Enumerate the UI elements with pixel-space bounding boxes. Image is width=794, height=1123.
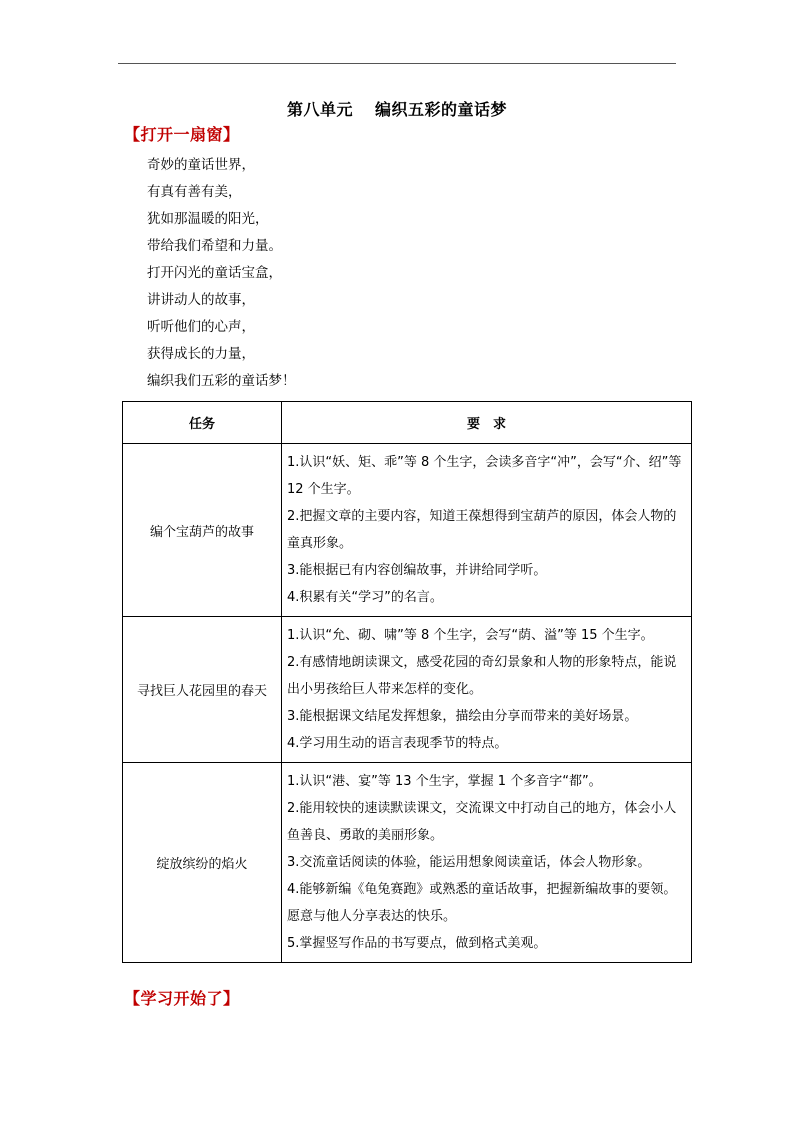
header-rule <box>118 63 676 64</box>
table-row <box>123 617 692 763</box>
table-header-row <box>123 402 692 444</box>
section-heading-start-learning: 【学习开始了】 <box>124 989 240 1008</box>
task-name: 绽放缤纷的焰火 <box>123 763 282 963</box>
unit-number: 第八单元 <box>286 100 353 119</box>
task-requirements <box>282 617 692 763</box>
requirement-item: 4.学习用生动的语言表现季节的特点。 <box>287 736 508 751</box>
poem-line: 编织我们五彩的童话梦！ <box>147 373 296 389</box>
poem-line: 犹如那温暖的阳光， <box>147 211 269 227</box>
poem-line: 带给我们希望和力量。 <box>147 238 282 254</box>
requirement-item: 3.能根据已有内容创编故事，并讲给同学听。 <box>287 563 547 578</box>
task-requirements <box>282 444 692 617</box>
task-name: 寻找巨人花园里的春天 <box>123 617 282 763</box>
poem <box>147 152 296 395</box>
poem-line: 打开闪光的童话宝盒， <box>147 265 282 281</box>
requirement-item: 3.交流童话阅读的体验，能运用想象阅读童话，体会人物形象。 <box>287 855 651 870</box>
page-title <box>0 97 794 120</box>
requirement-item: 5.掌握竖写作品的书写要点，做到格式美观。 <box>287 936 547 951</box>
header-requirements: 要 求 <box>282 402 692 444</box>
requirement-item: 1.认识“港、宴”等 13 个生字，掌握 1 个多音字“都”。 <box>287 774 602 789</box>
section-heading-open-window: 【打开一扇窗】 <box>124 125 240 144</box>
requirement-item: 3.能根据课文结尾发挥想象，描绘由分享而带来的美好场景。 <box>287 709 638 724</box>
poem-line: 讲讲动人的故事， <box>147 292 255 308</box>
unit-theme: 编织五彩的童话梦 <box>375 100 508 119</box>
requirement-item: 1.认识“妖、矩、乖”等 8 个生字，会读多音字“冲”，会写“介、绍”等 12 个生字。 <box>287 455 682 497</box>
poem-line: 获得成长的力量， <box>147 346 255 362</box>
header-task: 任务 <box>123 402 282 444</box>
table-row <box>123 444 692 617</box>
poem-line: 有真有善有美， <box>147 184 242 200</box>
task-requirements <box>282 763 692 963</box>
requirement-item: 4.积累有关“学习”的名言。 <box>287 590 443 605</box>
table-row <box>123 763 692 963</box>
requirement-item: 2.有感情地朗读课文，感受花园的奇幻景象和人物的形象特点，能说出小男孩给巨人带来怎样的变化。 <box>287 655 677 697</box>
requirement-item: 1.认识“允、砌、啸”等 8 个生字，会写“荫、溢”等 15 个生字。 <box>287 628 654 643</box>
poem-line: 听听他们的心声， <box>147 319 255 335</box>
task-table <box>122 401 692 963</box>
requirement-item: 2.把握文章的主要内容，知道王葆想得到宝葫芦的原因，体会人物的童真形象。 <box>287 509 677 551</box>
task-name: 编个宝葫芦的故事 <box>123 444 282 617</box>
requirement-item: 4.能够新编《龟兔赛跑》或熟悉的童话故事，把握新编故事的要领。愿意与他人分享表达的快乐。 <box>287 882 677 924</box>
poem-line: 奇妙的童话世界， <box>147 157 255 173</box>
requirement-item: 2.能用较快的速读默读课文，交流课文中打动自己的地方，体会小人鱼善良、勇敢的美丽形象。 <box>287 801 677 843</box>
